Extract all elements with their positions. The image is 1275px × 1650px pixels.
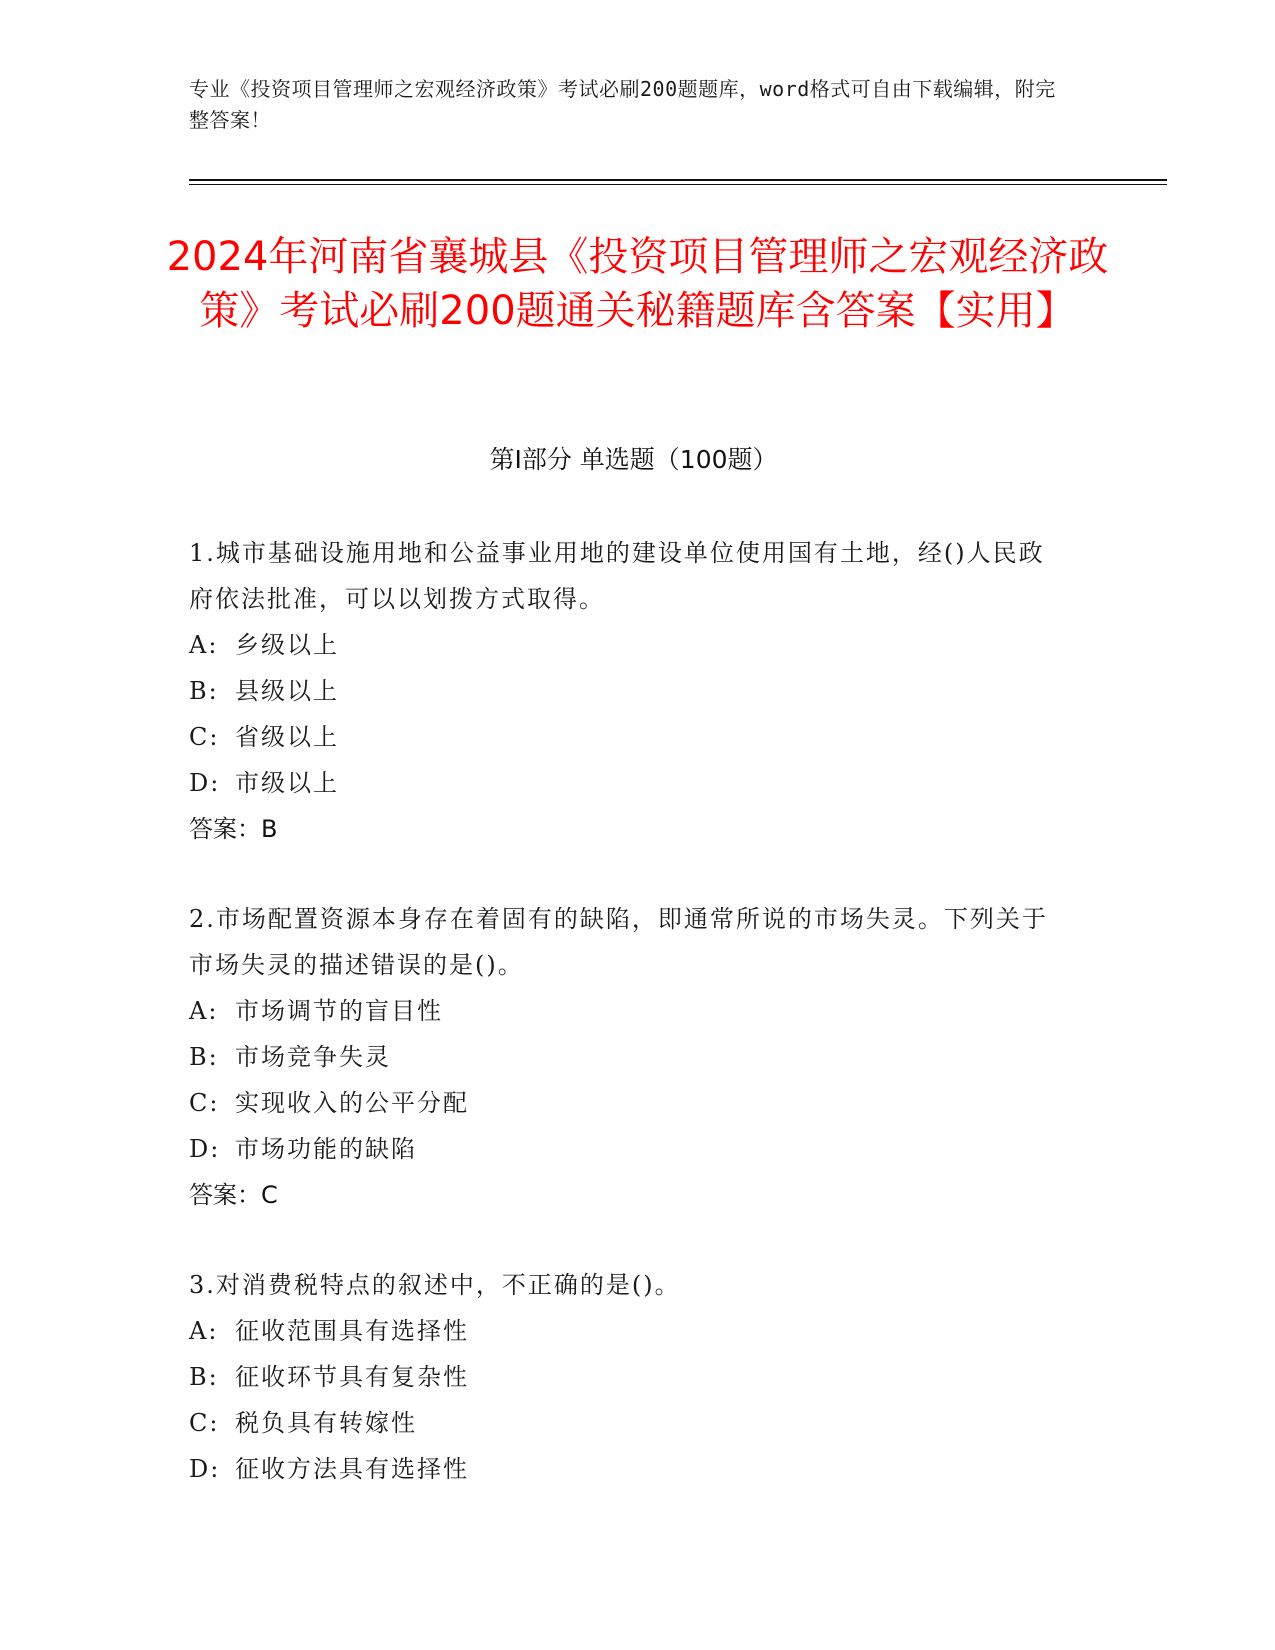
question-option (189, 1080, 1069, 1126)
option-key: C: (189, 1409, 220, 1437)
option-text: 省级以上 (235, 723, 339, 751)
question-option (189, 1308, 1069, 1354)
question-option (189, 1446, 1069, 1492)
option-key: A: (189, 997, 219, 1025)
question-option (189, 622, 1069, 668)
question-list (189, 530, 1069, 1536)
question-option (189, 1034, 1069, 1080)
option-text: 市场调节的盲目性 (235, 997, 443, 1025)
section-title: 第I部分 单选题（100题） (489, 445, 778, 474)
answer-line: 答案：B (189, 815, 278, 843)
question-option (189, 668, 1069, 714)
option-text: 县级以上 (235, 677, 339, 705)
option-text: 乡级以上 (235, 631, 339, 659)
question-option (189, 760, 1069, 806)
option-text: 征收环节具有复杂性 (235, 1363, 469, 1391)
option-key: D: (189, 1135, 221, 1163)
answer-line: 答案：C (189, 1181, 278, 1209)
option-key: A: (189, 1317, 219, 1345)
option-text: 税负具有转嫁性 (235, 1409, 417, 1437)
option-key: B: (189, 1363, 219, 1391)
document-title: 2024年河南省襄城县《投资项目管理师之宏观经济政策》考试必刷200题通关秘籍题库含答案【实用】 (166, 234, 1109, 334)
option-key: C: (189, 723, 220, 751)
option-text: 征收范围具有选择性 (235, 1317, 469, 1345)
question-text: 2.市场配置资源本身存在着固有的缺陷，即通常所说的市场失灵。下列关于市场失灵的描述错误的是()。 (189, 905, 1048, 979)
question-option (189, 714, 1069, 760)
header-divider-thick (189, 179, 1167, 181)
option-key: C: (189, 1089, 220, 1117)
question-item (189, 530, 1069, 852)
option-text: 实现收入的公平分配 (235, 1089, 469, 1117)
option-key: D: (189, 1455, 221, 1483)
question-item (189, 896, 1069, 1218)
option-key: B: (189, 677, 219, 705)
question-option (189, 988, 1069, 1034)
question-text: 1.城市基础设施用地和公益事业用地的建设单位使用国有土地，经()人民政府依法批准，可以以划拨方式取得。 (189, 539, 1045, 613)
question-item (189, 1262, 1069, 1492)
option-text: 市场竞争失灵 (235, 1043, 391, 1071)
option-key: D: (189, 769, 221, 797)
question-text: 3.对消费税特点的叙述中，不正确的是()。 (189, 1271, 681, 1299)
question-option (189, 1126, 1069, 1172)
option-text: 征收方法具有选择性 (235, 1455, 469, 1483)
option-text: 市场功能的缺陷 (235, 1135, 417, 1163)
header-divider-thin (189, 184, 1167, 185)
question-option (189, 1400, 1069, 1446)
option-text: 市级以上 (235, 769, 339, 797)
option-key: B: (189, 1043, 219, 1071)
question-option (189, 1354, 1069, 1400)
option-key: A: (189, 631, 219, 659)
header-note: 专业《投资项目管理师之宏观经济政策》考试必刷200题题库，word格式可自由下载编辑，附完整答案！ (189, 77, 1056, 132)
